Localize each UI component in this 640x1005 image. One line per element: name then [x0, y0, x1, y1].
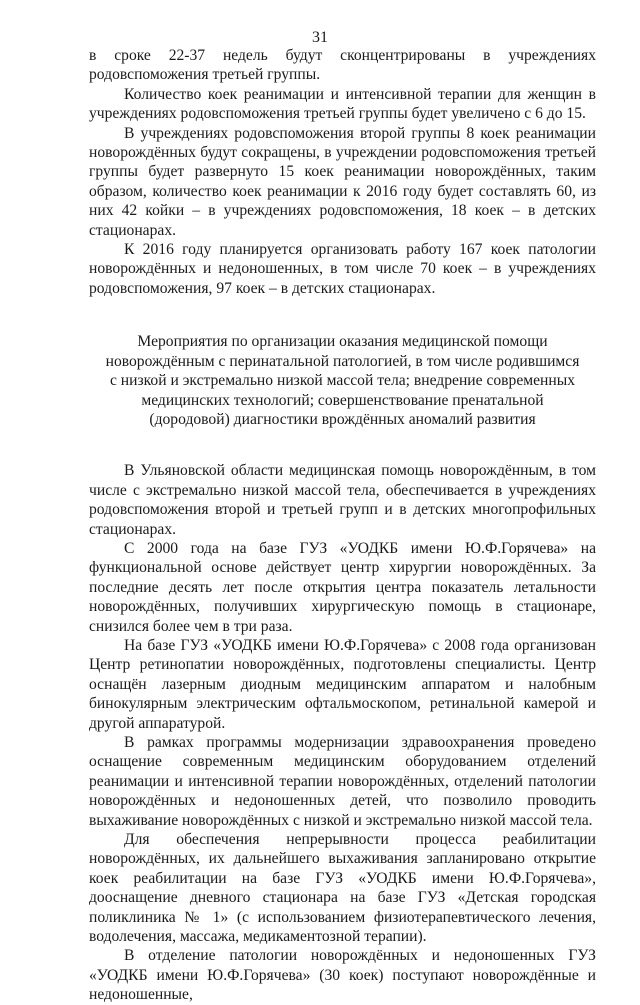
paragraph: В Ульяновской области медицинская помощь новорождённым, в том числе с экстремально низкой массой тела, обеспечивается в учреждениях родовспоможения второй и третьей групп и в детских многопрофильных стационарах.: [89, 462, 596, 538]
paragraph: На базе ГУЗ «УОДКБ имени Ю.Ф.Горячева» с 2008 года организован Центр ретинопатии новорождённых, подготовлены специалисты. Центр оснащён лазерным диодным медицинским аппаратом и налобным бинокулярным электрическим офтальмоскопом, ретинальной камерой и другой аппаратурой.: [89, 636, 596, 732]
paragraph: Для обеспечения непрерывности процесса реабилитации новорождённых, их дальнейшего выхаживания запланировано открытие коек реабилитации на базе ГУЗ «УОДКБ имени Ю.Ф.Горячева», дооснащение дневного стационара на базе ГУЗ «Детская городская поликлиника № 1» (с использованием физиотерапевтического лечения, водолечения, массажа, медикаментозной терапии).: [89, 831, 596, 946]
section-heading-line: новорождённым с перинатальной патологией, в том числе родившимся: [105, 352, 580, 370]
document-body: [89, 46, 596, 1005]
paragraph: В рамках программы модернизации здравоохранения проведено оснащение современным медицинским оборудованием отделений реанимации и интенсивной терапии новорождённых, отделений патологии новорождённых и недоношенных детей, что позволило проводить выхаживание новорождённых с низкой и экстремально низкой массой тела.: [89, 734, 596, 829]
section-heading-line: Мероприятия по организации оказания медицинской помощи: [137, 333, 548, 351]
section-heading-line: медицинских технологий; совершенствование пренатальной: [141, 391, 544, 409]
paragraph: В отделение патологии новорождённых и недоношенных ГУЗ «УОДКБ имени Ю.Ф.Горячева» (30 коек) поступают новорождённые и недоношенные,: [89, 947, 596, 1004]
paragraph: С 2000 года на базе ГУЗ «УОДКБ имени Ю.Ф.Горячева» на функциональной основе действует центр хирургии новорождённых. За последние десять лет после открытия центра показатель летальности новорождённых, получивших хирургическую помощь в стационаре, снизился более чем в три раза.: [89, 539, 596, 635]
paragraph: К 2016 году планируется организовать работу 167 коек патологии новорождённых и недоношенных, в том числе 70 коек – в учреждениях родовспоможения, 97 коек – в детских стационарах.: [89, 241, 596, 297]
section-heading-line: с низкой и экстремально низкой массой тела; внедрение современных: [109, 372, 576, 390]
paragraph: в сроке 22-37 недель будут сконцентрированы в учреждениях родовспоможения третьей группы.: [89, 47, 596, 84]
paragraph: Количество коек реанимации и интенсивной терапии для женщин в учреждениях родовспоможения третьей группы будет увеличено с 6 до 15.: [89, 85, 596, 123]
paragraph: В учреждениях родовспоможения второй группы 8 коек реанимации новорождённых будут сокращены, в учреждении родовспоможения третьей группы будет развернуто 15 коек реанимации новорождённых, таким образом, количество коек реанимации к 2016 году будет составлять 60, из них 42 койки – в учреждениях родовспоможения, 18 коек – в детских стационарах.: [89, 124, 596, 239]
section-heading: [89, 332, 596, 429]
page-number: 31: [312, 29, 328, 46]
section-heading-line: (дородовой) диагностики врождённых аномалий развития: [149, 410, 536, 428]
